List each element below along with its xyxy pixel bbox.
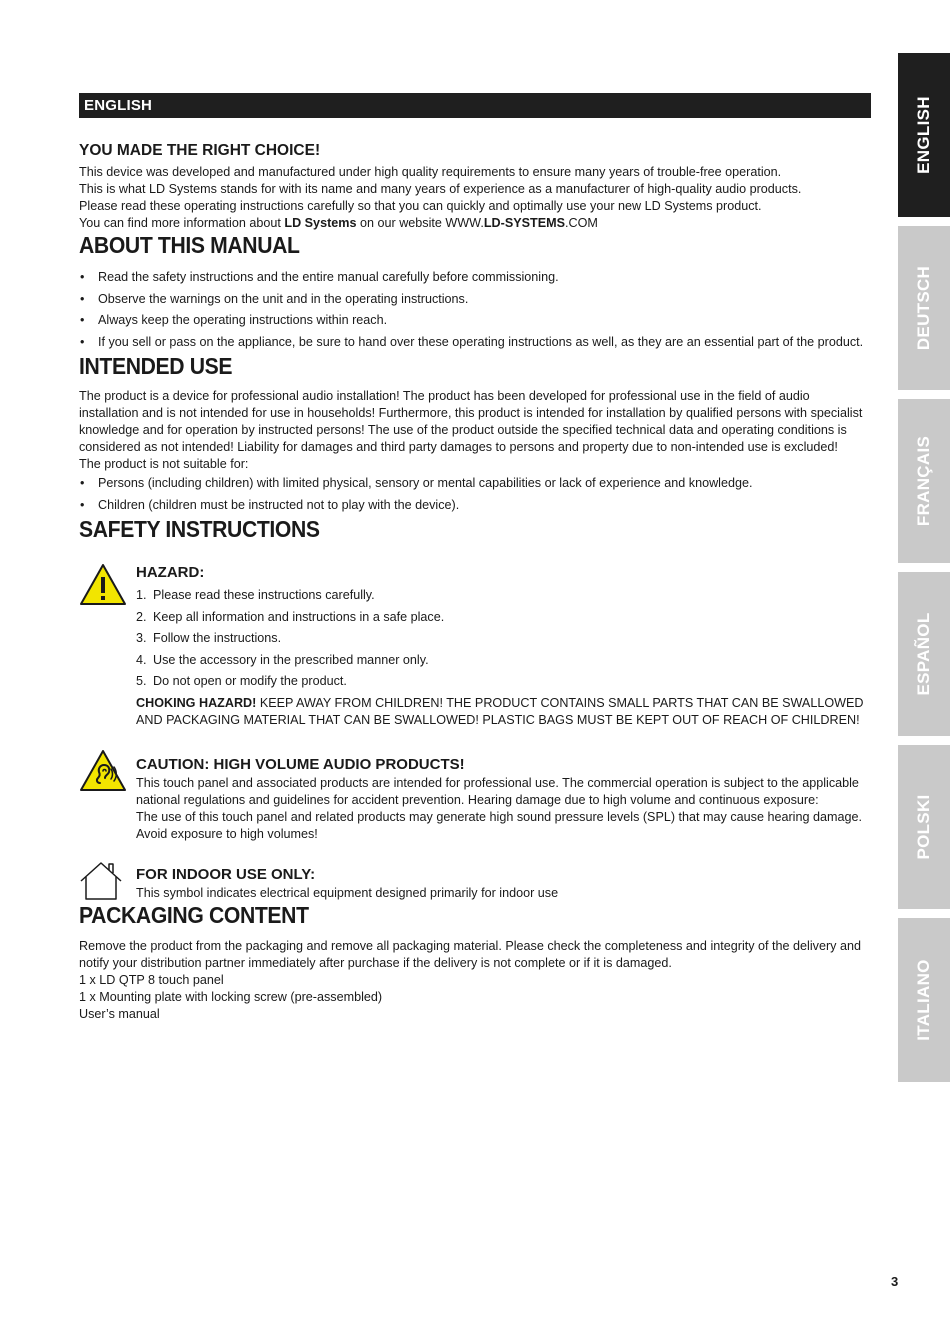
language-tabs	[898, 53, 950, 1091]
intended-text: The product is a device for professional audio installation! The product has been developed for professional use in the field of audio installation and is not intended for use in households! Furthermore, this product is intended for installation by qualified persons with specialist knowledge and for operation by instructed persons! The use of the product outside the specified technical data and operating conditions is considered as not intended! Liability for damages and third party damages to persons and property due to non-intended use is excluded! The product is not suitable for:	[79, 389, 863, 471]
manual-content	[79, 93, 871, 1023]
list-item: • Observe the warnings on the unit and in the operating instructions.	[80, 291, 469, 306]
about-heading: ABOUT THIS MANUAL	[79, 232, 300, 258]
tab-italiano[interactable]: ITALIANO	[898, 918, 950, 1082]
house-icon	[79, 860, 123, 907]
hazard-title: HAZARD:	[136, 564, 205, 581]
indoor-title: FOR INDOOR USE ONLY:	[136, 865, 316, 883]
tab-espanol[interactable]: ESPAÑOL	[898, 572, 950, 736]
package-item: 1 x LD QTP 8 touch panel	[79, 972, 224, 987]
list-item: 4. Use the accessory in the prescribed manner only.	[136, 652, 429, 667]
intro-heading: YOU MADE THE RIGHT CHOICE!	[79, 142, 321, 159]
caution-text: This touch panel and associated products are intended for professional use. The commercial operation is subject to the applicable national regulations and guidelines for accident prevention. Hearing damage due to high volume and continuous exposure: The use of this touch panel and related products may generate high sound pressure levels (SPL) that may cause hearing damage. Avoid exposure to high volumes!	[136, 775, 862, 841]
package-item: User’s manual	[79, 1006, 160, 1021]
list-item: 5. Do not open or modify the product.	[136, 674, 347, 688]
packaging-text: Remove the product from the packaging and remove all packaging material. Please check the completeness and integrity of the delivery and notify your distribution partner immediately after purchase if the delivery is not complete or if it is damaged. 1 x LD QTP 8 touch panel 1 x Mounting plate with locking screw (pre-assembled) User’s manual	[79, 938, 871, 1023]
package-item: 1 x Mounting plate with locking screw (pre-assembled)	[79, 989, 383, 1004]
intended-heading: INTENDED USE	[79, 353, 233, 379]
caution-block	[79, 755, 871, 843]
list-item: 1. Please read these instructions carefully.	[136, 588, 375, 602]
page-number: 3	[891, 1274, 899, 1289]
language-bar: ENGLISH	[79, 93, 871, 118]
choking-hazard-text: CHOKING HAZARD! KEEP AWAY FROM CHILDREN! THE PRODUCT CONTAINS SMALL PARTS THAT CAN BE SWALLOWED AND PACKAGING MATERIAL THAT CAN BE SWALLOWED! PLASTIC BAGS MUST BE KEPT OUT OF REACH OF CHILDREN!	[136, 695, 864, 727]
list-item: • Always keep the operating instructions within reach.	[80, 313, 388, 327]
tab-francais[interactable]: FRANÇAIS	[898, 399, 950, 563]
not-suitable-list	[79, 473, 871, 516]
list-item: • If you sell or pass on the appliance, be sure to hand over these operating instructions as well, as they are an essential part of the product.	[80, 334, 864, 349]
warning-triangle-icon	[79, 563, 127, 612]
list-item: 3. Follow the instructions.	[136, 631, 282, 645]
indoor-text: This symbol indicates electrical equipment designed primarily for indoor use	[136, 885, 559, 900]
safety-heading: SAFETY INSTRUCTIONS	[79, 516, 320, 542]
tab-deutsch[interactable]: DEUTSCH	[898, 226, 950, 390]
website-name: LD-SYSTEMS	[483, 216, 566, 230]
hazard-steps	[136, 585, 871, 693]
tab-polski[interactable]: POLSKI	[898, 745, 950, 909]
brand-name: LD Systems	[284, 216, 357, 230]
packaging-heading: PACKAGING CONTENT	[79, 901, 309, 928]
intro-text: This device was developed and manufactured under high quality requirements to ensure many years of trouble-free operation. This is what LD Systems stands for with its name and many years of experience as a manufacturer of high-quality audio products. Please read these operating instructions carefully so that you can quickly and optimally use your new LD Systems product. You can find more information about LD Systems on our website WWW.LD-SYSTEMS.COM	[79, 165, 802, 230]
list-item: 2. Keep all information and instructions in a safe place.	[136, 609, 445, 624]
hazard-block	[79, 563, 871, 729]
about-list	[79, 267, 871, 353]
list-item: • Read the safety instructions and the entire manual carefully before commissioning.	[80, 270, 559, 284]
list-item: • Persons (including children) with limited physical, sensory or mental capabilities or lack of experience and knowledge.	[80, 476, 753, 490]
hearing-warning-icon	[79, 749, 127, 798]
indoor-block	[79, 865, 871, 902]
caution-title: CAUTION: HIGH VOLUME AUDIO PRODUCTS!	[136, 755, 465, 773]
list-item: • Children (children must be instructed not to play with the device).	[80, 497, 460, 512]
tab-english[interactable]: ENGLISH	[898, 53, 950, 217]
